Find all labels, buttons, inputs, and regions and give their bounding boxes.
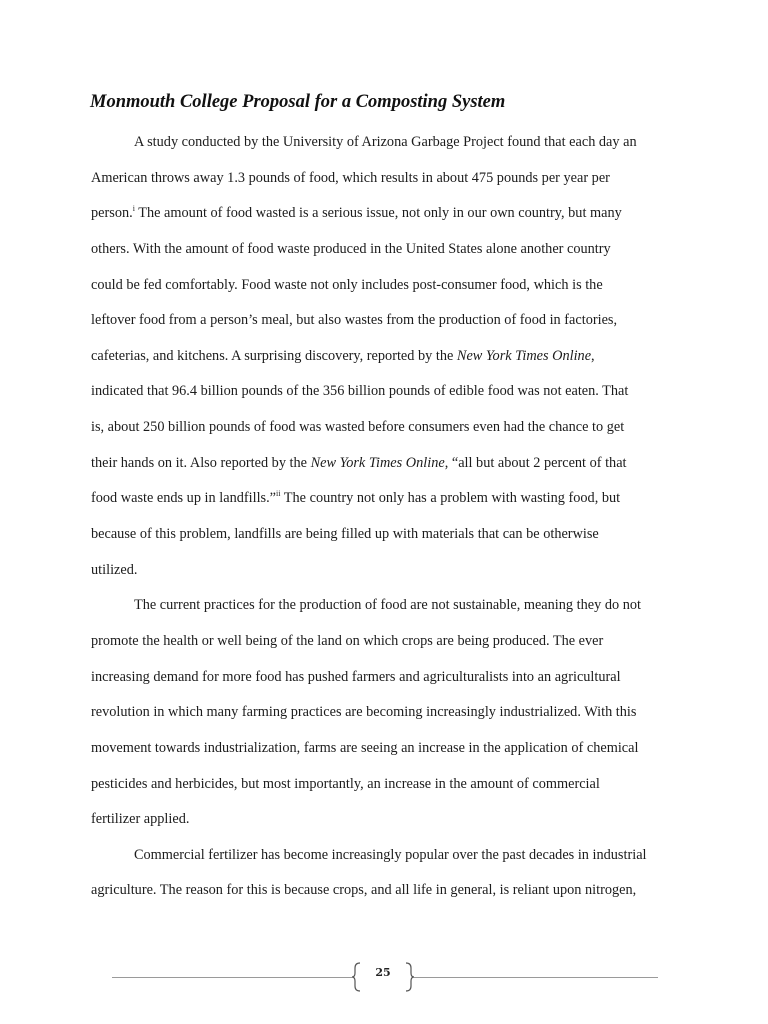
publication-name: New York Times Online xyxy=(456,347,592,364)
page-number: 25 xyxy=(375,966,391,979)
line-text: cafeterias, and kitchens. A surprising discovery, reported by the xyxy=(91,347,457,364)
footnote-marker[interactable]: i xyxy=(132,204,135,214)
line-text: their hands on it. Also reported by the xyxy=(91,454,311,471)
paragraph-1-line: because of this problem, landfills are being filled up with materials that can be otherwise xyxy=(91,526,599,543)
body-text xyxy=(91,125,681,909)
paragraph-1-line: others. With the amount of food waste produced in the United States alone another country xyxy=(91,240,611,257)
right-brace-icon xyxy=(404,962,414,992)
document-title: Monmouth College Proposal for a Composting System xyxy=(90,92,506,112)
footer-rule-left xyxy=(112,977,352,978)
paragraph-1-line: A study conducted by the University of Arizona Garbage Project found that each day an xyxy=(134,134,637,150)
paragraph-1-line xyxy=(91,196,681,232)
paragraph-2-line: fertilizer applied. xyxy=(91,811,190,828)
paragraph-2-line: increasing demand for more food has pushed farmers and agriculturalists into an agricultural xyxy=(91,668,621,685)
line-text: The amount of food wasted is a serious issue, not only in our own country, but many xyxy=(134,205,622,222)
paragraph-1-line: is, about 250 billion pounds of food was wasted before consumers even had the chance to get xyxy=(91,419,625,436)
paragraph-2-line: The current practices for the production of food are not sustainable, meaning they do not xyxy=(134,597,641,614)
paragraph-2-line: pesticides and herbicides, but most importantly, an increase in the amount of commercial xyxy=(91,775,600,792)
left-brace-icon xyxy=(352,962,362,992)
publication-name: New York Times Online xyxy=(310,454,445,471)
paragraph-3-line: agriculture. The reason for this is because crops, and all life in general, is reliant upon nitrogen, xyxy=(91,882,637,899)
line-text: The country not only has a problem with wasting food, but xyxy=(280,490,621,507)
paragraph-1-line xyxy=(91,339,681,375)
line-text: , “all but about 2 percent of that xyxy=(444,454,627,471)
footnote-marker[interactable]: ii xyxy=(276,489,281,499)
paragraph-1-line: utilized. xyxy=(91,561,138,578)
paragraph-1-line: could be fed comfortably. Food waste not only includes post-consumer food, which is the xyxy=(91,276,603,293)
paragraph-2-line: movement towards industrialization, farms are seeing an increase in the application of chemical xyxy=(91,739,639,756)
line-text: person. xyxy=(91,205,133,222)
footer-rule-right xyxy=(414,977,658,978)
paragraph-2-line: revolution in which many farming practices are becoming increasingly industrialized. With this xyxy=(91,704,637,721)
paragraph-1-line: indicated that 96.4 billion pounds of the 356 billion pounds of edible food was not eaten. That xyxy=(91,383,629,400)
paragraph-3-line: Commercial fertilizer has become increasingly popular over the past decades in industrial xyxy=(134,846,647,863)
paragraph-2-line: promote the health or well being of the land on which crops are being produced. The ever xyxy=(91,632,604,649)
line-text: , xyxy=(591,347,595,364)
paragraph-1-line xyxy=(91,446,681,482)
paragraph-1-line xyxy=(91,481,681,517)
paragraph-1-line: leftover food from a person’s meal, but also wastes from the production of food in factories, xyxy=(91,312,618,329)
line-text: food waste ends up in landfills.” xyxy=(91,490,277,507)
paragraph-1-line: American throws away 1.3 pounds of food, which results in about 475 pounds per year per xyxy=(91,169,610,186)
